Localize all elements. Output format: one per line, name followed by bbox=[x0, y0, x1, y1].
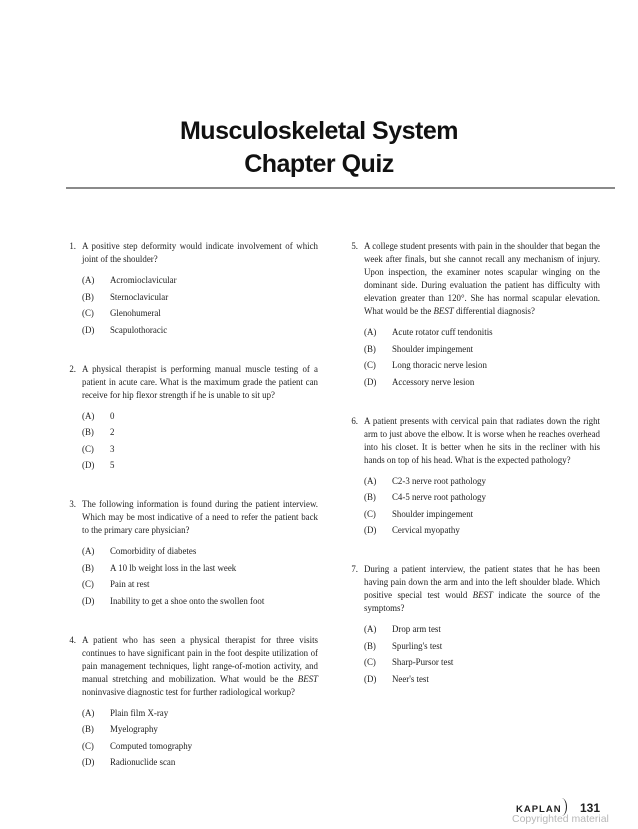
right-column bbox=[340, 240, 600, 689]
option-letter: (B) bbox=[364, 343, 376, 354]
option-b bbox=[364, 640, 600, 653]
option-b bbox=[82, 426, 318, 439]
option-text: 3 bbox=[110, 443, 115, 454]
option-letter: (C) bbox=[82, 443, 94, 454]
title-divider bbox=[66, 187, 615, 189]
option-text: 5 bbox=[110, 460, 115, 470]
option-text: Pain at rest bbox=[110, 579, 150, 589]
option-text: C4-5 nerve root pathology bbox=[392, 492, 486, 502]
question-stem: A patient presents with cervical pain that radiates down the right arm to just above the elbow. It is worse when he reaches overhead into his closet. It is better when he sits in the recliner with his hands on top of his head. What is the expected pathology? bbox=[364, 415, 600, 465]
option-text: Drop arm test bbox=[392, 624, 441, 634]
page-number: 131 bbox=[580, 801, 601, 815]
option-d bbox=[364, 524, 600, 537]
option-a bbox=[82, 410, 318, 423]
question-number: 6. bbox=[351, 415, 358, 426]
options-list bbox=[82, 545, 318, 608]
option-text: C2-3 nerve root pathology bbox=[392, 475, 486, 486]
title-line-1: Musculoskeletal System bbox=[179, 117, 458, 145]
option-text: 0 bbox=[110, 410, 115, 421]
option-letter: (D) bbox=[82, 595, 95, 606]
question-stem: A college student presents with pain in the shoulder that began the week after finals, but she cannot recall any mechanism of injury. Upon inspection, the examiner notes scapular winging on the dominant side. During evaluation the patient has difficulty with elevation greater than 120°. She has normal scapular elevation. What would be the BEST differential diagnosis? bbox=[364, 241, 600, 316]
option-letter: (A) bbox=[82, 410, 95, 421]
option-letter: (A) bbox=[82, 546, 95, 556]
option-letter: (C) bbox=[82, 740, 94, 751]
option-text: Acromioclavicular bbox=[110, 275, 177, 285]
options-list bbox=[364, 623, 600, 686]
option-letter: (B) bbox=[82, 724, 94, 734]
option-text: Glenohumeral bbox=[110, 308, 161, 318]
options-list bbox=[82, 707, 318, 770]
option-letter: (D) bbox=[364, 376, 377, 387]
option-a bbox=[82, 545, 318, 558]
question-stem: The following information is found during the patient interview. Which may be most indicative of a need to refer the patient back to the primary care physician? bbox=[82, 499, 318, 535]
option-a bbox=[364, 475, 600, 488]
option-text: Neer's test bbox=[392, 673, 429, 684]
option-b bbox=[82, 562, 318, 575]
option-c bbox=[82, 307, 318, 320]
option-letter: (D) bbox=[364, 525, 377, 535]
question-stem: A positive step deformity would indicate involvement of which joint of the shoulder? bbox=[82, 241, 318, 264]
option-d bbox=[82, 324, 318, 337]
option-letter: (A) bbox=[364, 475, 377, 486]
question-5 bbox=[340, 240, 600, 389]
option-letter: (A) bbox=[82, 707, 95, 718]
option-letter: (C) bbox=[364, 508, 376, 519]
question-stem: A patient who has seen a physical therapist for three visits continues to have significant pain in the foot despite utilization of pain management techniques, light range-of-motion activity, and manual stretching and mobilization. What would be the BEST noninvasive diagnostic test for further radiological workup? bbox=[82, 634, 318, 697]
option-text: Scapulothoracic bbox=[110, 324, 168, 335]
option-a bbox=[82, 274, 318, 287]
options-list bbox=[364, 475, 600, 538]
option-c bbox=[364, 656, 600, 669]
option-c bbox=[82, 740, 318, 753]
option-text: Acute rotator cuff tendonitis bbox=[392, 327, 493, 337]
option-text: Computed tomography bbox=[110, 740, 193, 751]
option-text: Accessory nerve lesion bbox=[392, 376, 475, 387]
question-stem: During a patient interview, the patient states that he has been having pain down the arm and into the left shoulder blade. Which positive special test would BEST indicate the source of the symptoms? bbox=[364, 564, 600, 613]
option-letter: (C) bbox=[364, 360, 376, 370]
question-4 bbox=[58, 634, 318, 770]
option-text: Spurling's test bbox=[392, 640, 443, 651]
option-letter: (C) bbox=[364, 657, 376, 667]
option-a bbox=[82, 707, 318, 720]
question-number: 3. bbox=[69, 499, 76, 509]
option-c bbox=[82, 578, 318, 591]
option-a bbox=[364, 623, 600, 636]
option-b bbox=[82, 723, 318, 736]
option-letter: (B) bbox=[82, 291, 94, 302]
option-letter: (D) bbox=[364, 673, 377, 684]
question-1 bbox=[58, 240, 318, 337]
title-line-2: Chapter Quiz bbox=[244, 150, 394, 178]
question-7 bbox=[340, 563, 600, 686]
options-list bbox=[82, 274, 318, 337]
option-letter: (B) bbox=[364, 492, 376, 502]
option-c bbox=[364, 359, 600, 372]
option-text: Long thoracic nerve lesion bbox=[392, 360, 487, 370]
question-stem: A physical therapist is performing manual muscle testing of a patient in acute care. What is the maximum grade the patient can receive for hip flexor strength if he is unable to sit up? bbox=[82, 363, 318, 400]
option-text: Cervical myopathy bbox=[392, 525, 460, 535]
question-6 bbox=[340, 415, 600, 538]
option-text: Inability to get a shoe onto the swollen foot bbox=[110, 595, 265, 606]
option-a bbox=[364, 326, 600, 339]
option-text: Myelography bbox=[110, 724, 158, 734]
option-c bbox=[82, 443, 318, 456]
option-b bbox=[82, 291, 318, 304]
question-2 bbox=[58, 363, 318, 473]
option-d bbox=[82, 595, 318, 608]
question-number: 1. bbox=[69, 241, 76, 251]
option-c bbox=[364, 508, 600, 521]
copyright-watermark: Copyrighted material bbox=[512, 813, 609, 825]
option-letter: (A) bbox=[82, 275, 95, 285]
option-d bbox=[82, 756, 318, 769]
option-letter: (C) bbox=[82, 579, 94, 589]
question-number: 4. bbox=[69, 634, 76, 645]
option-letter: (B) bbox=[82, 562, 94, 573]
options-list bbox=[364, 326, 600, 389]
option-b bbox=[364, 491, 600, 504]
emphasis-best: BEST bbox=[433, 306, 454, 316]
question-number: 7. bbox=[351, 564, 358, 574]
option-letter: (B) bbox=[364, 640, 376, 651]
option-letter: (C) bbox=[82, 308, 94, 318]
option-text: A 10 lb weight loss in the last week bbox=[110, 562, 237, 573]
option-letter: (B) bbox=[82, 427, 94, 437]
option-d bbox=[82, 459, 318, 472]
option-letter: (A) bbox=[364, 624, 377, 634]
option-text: Comorbidity of diabetes bbox=[110, 546, 197, 556]
emphasis-best: BEST bbox=[472, 590, 493, 600]
left-column bbox=[58, 240, 318, 773]
option-text: Plain film X-ray bbox=[110, 707, 169, 718]
option-letter: (D) bbox=[82, 324, 95, 335]
options-list bbox=[82, 410, 318, 473]
option-letter: (D) bbox=[82, 460, 95, 470]
emphasis-best: BEST bbox=[297, 673, 318, 684]
option-text: Shoulder impingement bbox=[392, 508, 474, 519]
option-letter: (D) bbox=[82, 757, 95, 767]
option-text: Sharp-Pursor test bbox=[392, 657, 454, 667]
option-d bbox=[364, 673, 600, 686]
option-letter: (A) bbox=[364, 327, 377, 337]
option-d bbox=[364, 376, 600, 389]
question-number: 5. bbox=[351, 241, 358, 251]
option-text: Radionuclide scan bbox=[110, 757, 176, 767]
chapter-title bbox=[0, 115, 638, 181]
option-text: Sternoclavicular bbox=[110, 291, 169, 302]
option-b bbox=[364, 343, 600, 356]
question-number: 2. bbox=[69, 363, 76, 374]
kaplan-logo: KAPLAN bbox=[516, 804, 562, 815]
option-text: Shoulder impingement bbox=[392, 343, 474, 354]
option-text: 2 bbox=[110, 427, 115, 437]
question-3 bbox=[58, 498, 318, 608]
